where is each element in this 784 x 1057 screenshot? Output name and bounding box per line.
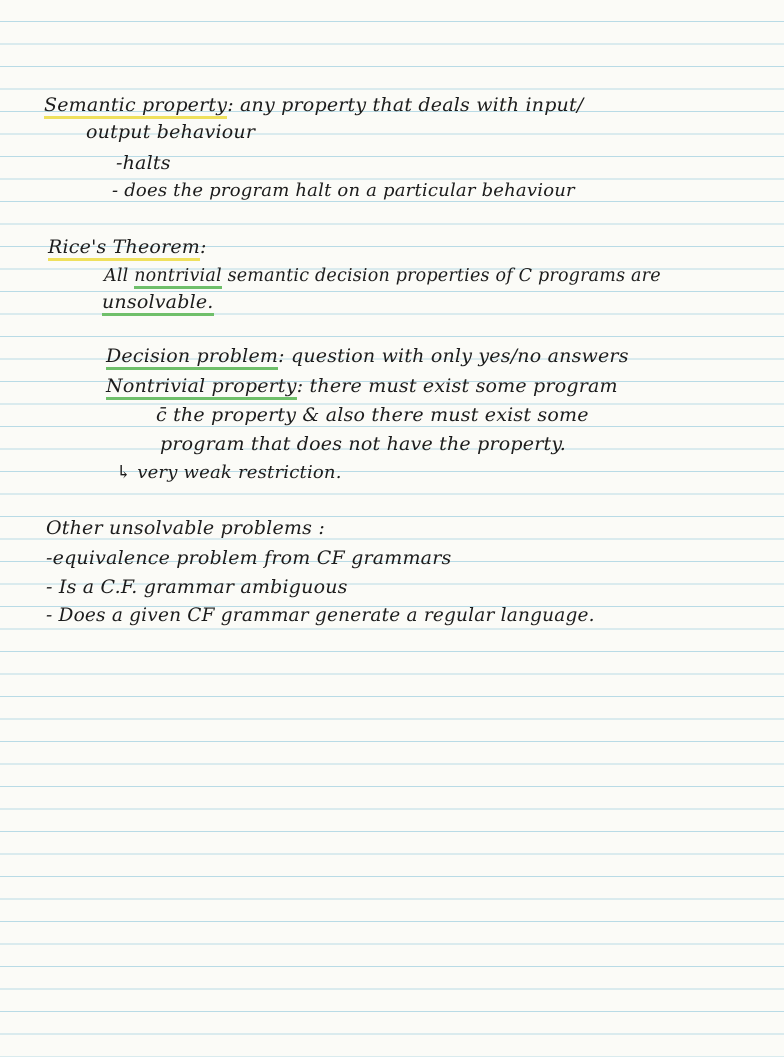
other-item-equivalence: -equivalence problem from CF grammars	[46, 547, 452, 569]
rice-word-nontrivial: nontrivial	[134, 266, 222, 289]
rice-word-unsolvable: unsolvable.	[102, 291, 214, 316]
semantic-property-term: Semantic property	[44, 94, 227, 119]
rice-word-all: All	[104, 266, 129, 286]
semantic-example-halts: -halts	[116, 152, 171, 174]
rice-theorem-rest: semantic decision properties of C programs are	[227, 266, 661, 286]
nontrivial-property-definition: : there must exist some program	[296, 375, 618, 397]
other-unsolvable-heading: Other unsolvable problems :	[46, 517, 325, 539]
semantic-example-particular: - does the program halt on a particular behaviour	[112, 180, 575, 201]
decision-problem-term: Decision problem	[106, 345, 278, 370]
other-item-regular-language: - Does a given CF grammar generate a regular language.	[46, 605, 595, 626]
nontrivial-line-1	[106, 375, 618, 397]
semantic-property-definition: : any property that deals with input/	[227, 94, 584, 116]
semantic-line-2: output behaviour	[86, 121, 256, 143]
semantic-line-1	[44, 94, 583, 116]
rice-theorem-colon: :	[200, 236, 207, 258]
rice-theorem-heading	[48, 236, 207, 258]
rice-theorem-line-1	[104, 265, 661, 287]
other-item-ambiguous: - Is a C.F. grammar ambiguous	[46, 576, 348, 598]
rice-theorem-line-2	[102, 291, 214, 313]
weak-restriction-note: ↳ very weak restriction.	[116, 462, 342, 483]
nontrivial-line-3: program that does not have the property.	[160, 433, 566, 455]
decision-problem-definition: : question with only yes/no answers	[278, 345, 629, 367]
nontrivial-line-2: c̄ the property & also there must exist some	[156, 404, 589, 426]
rice-theorem-title: Rice's Theorem	[48, 236, 200, 261]
decision-problem-line	[106, 345, 629, 367]
nontrivial-property-term: Nontrivial property	[106, 375, 297, 400]
